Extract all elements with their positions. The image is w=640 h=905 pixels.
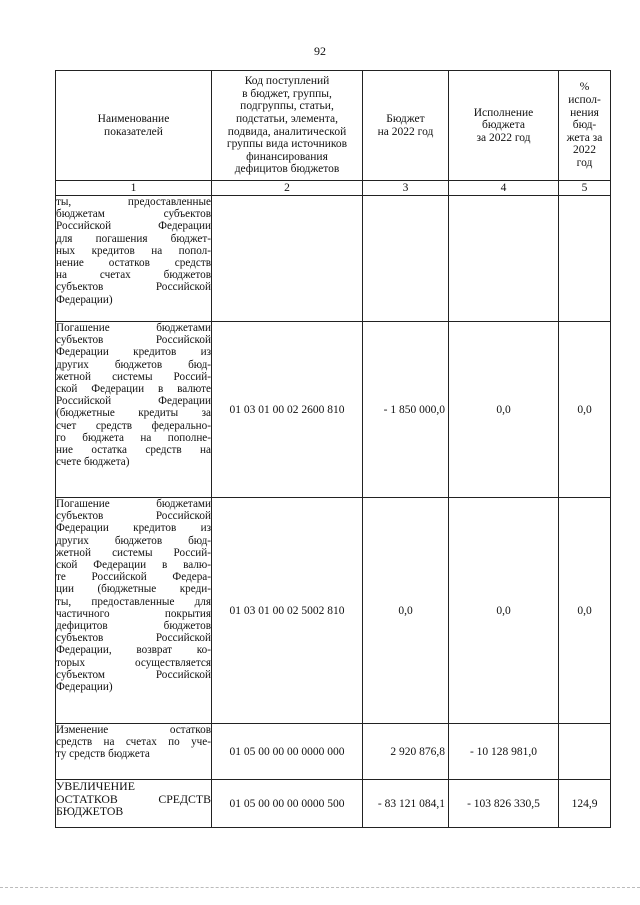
header-line: финансирования xyxy=(246,150,328,163)
name-line: Российской Федерации xyxy=(56,220,211,233)
name-line: дефицитов бюджетов xyxy=(56,620,211,633)
name-line: ОСТАТКОВ СРЕДСТВ xyxy=(56,791,211,806)
name-line: Федерации) xyxy=(56,681,113,694)
row-code: 01 03 01 00 02 2600 810 xyxy=(212,322,363,498)
header-line: испол- xyxy=(568,94,601,107)
column-number: 5 xyxy=(559,181,611,196)
name-line: ты, предоставленные для xyxy=(56,595,211,608)
header-line: % xyxy=(579,81,590,94)
header-line: Код поступлений xyxy=(244,75,330,88)
row-name xyxy=(56,724,212,780)
name-line: Российской Федерации xyxy=(56,395,211,408)
name-line: Федерации, возврат ко- xyxy=(56,644,211,657)
row-budget: 2 920 876,8 xyxy=(363,724,449,780)
name-line: торых осуществляется xyxy=(56,656,211,669)
header-line: группы вида источников xyxy=(226,138,348,151)
name-line: УВЕЛИЧЕНИЕ xyxy=(56,779,135,793)
header-indicator-name xyxy=(56,71,212,181)
row-code: 01 05 00 00 00 0000 000 xyxy=(212,724,363,780)
row-percent xyxy=(559,196,611,322)
name-line: Федерации кредитов из xyxy=(56,346,211,359)
column-number: 3 xyxy=(363,181,449,196)
name-line: ской Федерации в валю- xyxy=(56,559,211,572)
name-line: ты, предоставленные xyxy=(56,196,211,208)
name-line: ской Федерации в валюте xyxy=(56,383,211,396)
name-line: (бюджетные кредиты за xyxy=(56,407,211,420)
row-percent: 0,0 xyxy=(559,498,611,724)
name-line: те Российской Федера- xyxy=(56,571,211,584)
name-line: счете бюджета) xyxy=(56,456,130,469)
header-code xyxy=(212,71,363,181)
header-line: подгруппы, статьи, xyxy=(240,100,334,113)
header-line: год xyxy=(576,156,593,169)
name-line: Федерации кредитов из xyxy=(56,522,211,535)
name-line: жетной системы Россий- xyxy=(56,546,211,559)
row-budget xyxy=(363,196,449,322)
row-budget: 0,0 xyxy=(363,498,449,724)
row-code: 01 05 00 00 00 0000 500 xyxy=(212,780,363,828)
name-line: других бюджетов бюд- xyxy=(56,358,211,371)
name-line: Погашение бюджетами xyxy=(56,322,211,334)
header-line: 2022 xyxy=(573,144,596,157)
name-line: счет средств федерально- xyxy=(56,419,211,432)
name-line: частичного покрытия xyxy=(56,607,211,620)
header-line: за 2022 год xyxy=(476,131,531,144)
name-line: жетной системы Россий- xyxy=(56,370,211,383)
row-code xyxy=(212,196,363,322)
row-name xyxy=(56,780,212,828)
header-line: дефицитов бюджетов xyxy=(234,163,340,176)
name-line: ции (бюджетные креди- xyxy=(56,583,211,596)
name-line: для погашения бюджет- xyxy=(56,232,211,245)
header-line: Исполнение xyxy=(473,106,534,119)
header-execution-2022 xyxy=(449,71,559,181)
row-code: 01 03 01 00 02 5002 810 xyxy=(212,498,363,724)
name-line: нение остатков средств xyxy=(56,257,211,270)
name-line: го бюджета на пополне- xyxy=(56,431,211,444)
header-line: подстатьи, элемента, xyxy=(236,112,338,125)
table-row xyxy=(56,724,611,780)
name-line: субъектов Российской xyxy=(56,281,211,294)
table-row xyxy=(56,780,611,828)
row-execution: 0,0 xyxy=(449,322,559,498)
table-row xyxy=(56,196,611,322)
row-percent: 0,0 xyxy=(559,322,611,498)
header-execution-percent xyxy=(559,71,611,181)
row-execution xyxy=(449,196,559,322)
row-percent: 124,9 xyxy=(559,780,611,828)
header-budget-2022 xyxy=(363,71,449,181)
header-line: нения xyxy=(570,106,599,119)
row-execution: 0,0 xyxy=(449,498,559,724)
name-line: субъектов Российской xyxy=(56,632,211,645)
name-line: других бюджетов бюд- xyxy=(56,534,211,547)
row-name xyxy=(56,498,212,724)
header-line: Наименование xyxy=(97,112,170,125)
header-line: подвида, аналитической xyxy=(227,125,347,138)
row-percent xyxy=(559,724,611,780)
name-line: Изменение остатков xyxy=(56,724,211,736)
header-line: на 2022 год xyxy=(377,125,434,138)
header-line: жета за xyxy=(566,131,603,144)
name-line: субъектов Российской xyxy=(56,510,211,523)
header-line: бюджета xyxy=(482,119,525,132)
table-row xyxy=(56,322,611,498)
header-line: Бюджет xyxy=(386,112,425,125)
name-line: БЮДЖЕТОВ xyxy=(56,804,124,819)
name-line: субъектов Российской xyxy=(56,334,211,347)
page-bottom-divider xyxy=(0,887,640,888)
name-line: Федерации) xyxy=(56,293,113,306)
name-line: ных кредитов на попол- xyxy=(56,244,211,257)
column-number: 1 xyxy=(56,181,212,196)
name-line: бюджетам субъектов xyxy=(56,208,211,221)
column-number: 4 xyxy=(449,181,559,196)
name-line: на счетах бюджетов xyxy=(56,269,211,282)
row-name xyxy=(56,196,212,322)
name-line: ние остатка средств на xyxy=(56,444,211,457)
page-number: 92 xyxy=(314,44,326,58)
column-number: 2 xyxy=(212,181,363,196)
name-line: средств на счетах по уче- xyxy=(56,736,211,749)
header-line: показателей xyxy=(104,125,163,138)
name-line: ту средств бюджета xyxy=(56,748,150,761)
row-budget: - 83 121 084,1 xyxy=(363,780,449,828)
header-line: бюд- xyxy=(572,119,597,132)
table-row xyxy=(56,498,611,724)
header-line: в бюджет, группы, xyxy=(242,87,332,100)
budget-execution-table xyxy=(55,70,611,828)
name-line: субъектом Российской xyxy=(56,668,211,681)
row-budget: - 1 850 000,0 xyxy=(363,322,449,498)
row-execution: - 10 128 981,0 xyxy=(449,724,559,780)
row-name xyxy=(56,322,212,498)
row-execution: - 103 826 330,5 xyxy=(449,780,559,828)
name-line: Погашение бюджетами xyxy=(56,498,211,510)
